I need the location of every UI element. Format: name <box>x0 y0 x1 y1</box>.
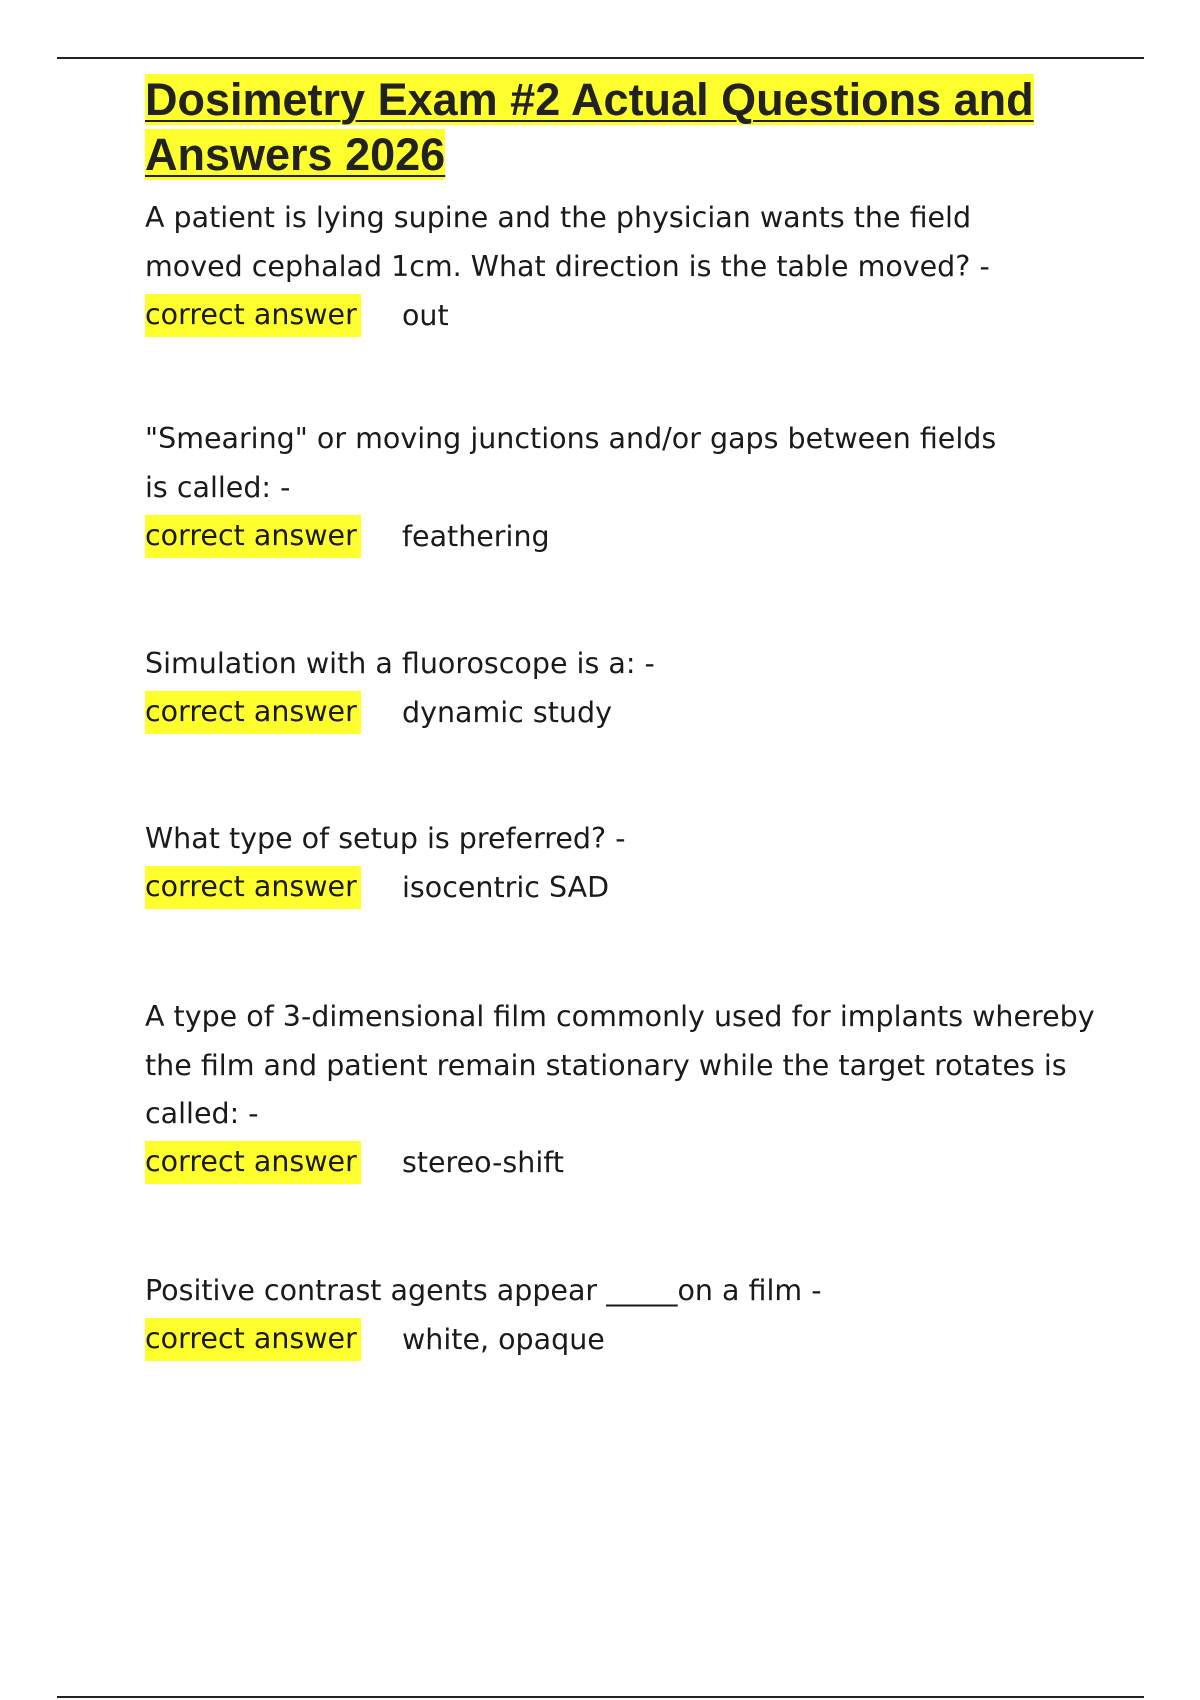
qa-item-5 <box>145 993 1105 1187</box>
question-text: A patient is lying supine and the physician wants the field moved cephalad 1cm. What direction is the table moved? - <box>145 201 990 283</box>
answer-text: dynamic study <box>402 696 612 729</box>
question-text: What type of setup is preferred? - <box>145 821 626 855</box>
qa-item-6 <box>145 1267 1105 1364</box>
correct-answer-label: correct answer <box>145 1141 361 1184</box>
answer-text: feathering <box>402 519 550 553</box>
bottom-rule <box>57 1696 1144 1698</box>
question-text: Simulation with a fluoroscope is a: - <box>145 647 655 680</box>
answer-row <box>145 1139 1105 1187</box>
answer-text: stereo-shift <box>402 1146 564 1179</box>
question-text: A type of 3-dimensional film commonly used for implants whereby the film and patient remain stationary while the target rotates is called: - <box>145 1000 1095 1130</box>
correct-answer-label: correct answer <box>145 1318 361 1361</box>
answer-text: isocentric SAD <box>402 870 610 904</box>
correct-answer-label: correct answer <box>145 866 361 909</box>
document-title-text: Dosimetry Exam #2 Actual Questions and Answers 2026 <box>145 74 1034 180</box>
correct-answer-label: correct answer <box>145 294 361 337</box>
top-rule <box>57 57 1144 59</box>
answer-text: out <box>402 298 449 332</box>
document-title <box>145 72 1105 182</box>
qa-item-3 <box>145 640 1105 737</box>
question-text: "Smearing" or moving junctions and/or gaps between fields is called: - <box>145 422 997 504</box>
answer-row <box>145 291 1105 339</box>
question-text: Positive contrast agents appear _____on a film - <box>145 1273 822 1307</box>
qa-item-2 <box>145 415 1105 560</box>
qa-item-1 <box>145 194 1105 339</box>
answer-row <box>145 863 1105 911</box>
correct-answer-label: correct answer <box>145 691 361 734</box>
answer-row <box>145 1315 1105 1363</box>
answer-row <box>145 689 1105 737</box>
answer-text: white, opaque <box>402 1322 605 1356</box>
document-page <box>145 72 1105 1363</box>
correct-answer-label: correct answer <box>145 515 361 558</box>
answer-row <box>145 512 1105 560</box>
qa-item-4 <box>145 815 1105 912</box>
